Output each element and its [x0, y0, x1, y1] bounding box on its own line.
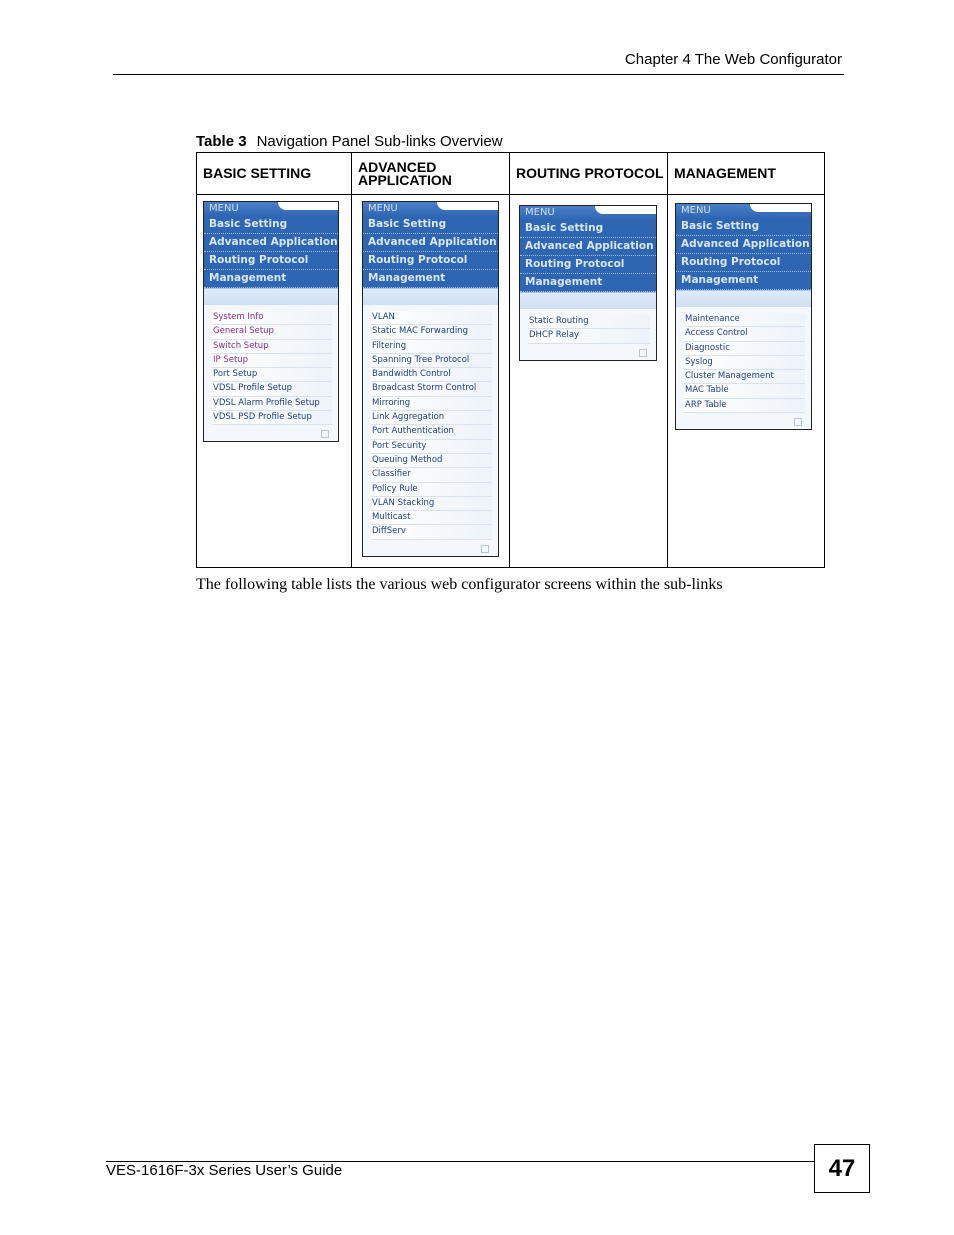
header-rule	[113, 74, 844, 75]
sub-link-access-control[interactable]: Access Control	[684, 327, 805, 341]
menu-item-advanced-application[interactable]: Advanced Application	[363, 234, 498, 252]
menu-footer	[676, 417, 811, 429]
resize-grip-icon	[794, 418, 802, 426]
resize-grip-icon	[639, 349, 647, 357]
menu-footer	[363, 544, 498, 556]
table-caption-text: Navigation Panel Sub-links Overview	[256, 133, 503, 150]
menu-divider	[520, 292, 656, 309]
menu-title	[520, 206, 656, 220]
menu-item-management[interactable]: Management	[363, 270, 498, 288]
menu-title-label: MENU	[209, 203, 239, 214]
sub-link-port-authentication[interactable]: Port Authentication	[371, 425, 492, 439]
sub-link-vdsl-psd-profile-setup[interactable]: VDSL PSD Profile Setup	[212, 411, 332, 425]
cell-advanced-application	[352, 195, 510, 568]
menu-item-management[interactable]: Management	[520, 274, 656, 292]
page-number: 47	[814, 1144, 870, 1193]
menu-item-advanced-application[interactable]: Advanced Application	[520, 238, 656, 256]
sub-link-arp-table[interactable]: ARP Table	[684, 399, 805, 413]
sub-link-switch-setup[interactable]: Switch Setup	[212, 340, 332, 354]
sub-link-vlan-stacking[interactable]: VLAN Stacking	[371, 497, 492, 511]
sub-link-diffserv[interactable]: DiffServ	[371, 525, 492, 539]
table-caption	[196, 133, 503, 150]
menu-header	[204, 202, 338, 288]
menu-header	[676, 204, 811, 290]
menu-header	[363, 202, 498, 288]
chapter-header: Chapter 4 The Web Configurator	[624, 51, 842, 68]
column-header-basic-setting: BASIC SETTING	[197, 153, 352, 195]
table-header-row	[197, 153, 825, 195]
menu-footer	[204, 429, 338, 441]
menu-title	[204, 202, 338, 216]
menu-item-advanced-application[interactable]: Advanced Application	[676, 236, 811, 254]
menu-panel-basic	[203, 201, 339, 442]
sub-link-list	[520, 309, 656, 348]
menu-panel-routing	[519, 205, 657, 361]
sub-link-classifier[interactable]: Classifier	[371, 468, 492, 482]
menu-panel-management	[675, 203, 812, 430]
menu-divider	[676, 290, 811, 307]
table-row	[197, 195, 825, 568]
sub-link-queuing-method[interactable]: Queuing Method	[371, 454, 492, 468]
menu-divider	[363, 288, 498, 305]
sub-link-link-aggregation[interactable]: Link Aggregation	[371, 411, 492, 425]
menu-tab-decoration	[750, 204, 811, 212]
sub-link-mirroring[interactable]: Mirroring	[371, 397, 492, 411]
menu-tab-decoration	[437, 202, 498, 210]
sub-link-static-routing[interactable]: Static Routing	[528, 315, 650, 329]
menu-item-routing-protocol[interactable]: Routing Protocol	[520, 256, 656, 274]
table-label: Table 3	[196, 133, 247, 150]
sub-link-cluster-management[interactable]: Cluster Management	[684, 370, 805, 384]
sub-link-list	[676, 307, 811, 417]
menu-item-management[interactable]: Management	[676, 272, 811, 290]
sub-link-vlan[interactable]: VLAN	[371, 311, 492, 325]
menu-item-advanced-application[interactable]: Advanced Application	[204, 234, 338, 252]
sub-link-ip-setup[interactable]: IP Setup	[212, 354, 332, 368]
column-header-routing-protocol: ROUTING PROTOCOL	[510, 153, 668, 195]
cell-management	[668, 195, 825, 568]
menu-item-basic-setting[interactable]: Basic Setting	[676, 218, 811, 236]
sub-link-mac-table[interactable]: MAC Table	[684, 384, 805, 398]
menu-item-management[interactable]: Management	[204, 270, 338, 288]
sub-link-list	[363, 305, 498, 544]
menu-panel-advanced	[362, 201, 499, 557]
menu-title-label: MENU	[368, 203, 398, 214]
sub-link-broadcast-storm-control[interactable]: Broadcast Storm Control	[371, 382, 492, 396]
menu-footer	[520, 348, 656, 360]
menu-title-label: MENU	[525, 207, 555, 218]
body-paragraph: The following table lists the various web configurator screens within the sub-links	[196, 576, 723, 593]
sub-link-port-security[interactable]: Port Security	[371, 440, 492, 454]
sub-link-list	[204, 305, 338, 429]
sub-link-bandwidth-control[interactable]: Bandwidth Control	[371, 368, 492, 382]
menu-title-label: MENU	[681, 205, 711, 216]
menu-title	[676, 204, 811, 218]
sub-link-filtering[interactable]: Filtering	[371, 340, 492, 354]
sub-link-dhcp-relay[interactable]: DHCP Relay	[528, 329, 650, 343]
column-header-management: MANAGEMENT	[668, 153, 825, 195]
cell-basic-setting	[197, 195, 352, 568]
menu-item-routing-protocol[interactable]: Routing Protocol	[676, 254, 811, 272]
sub-link-multicast[interactable]: Multicast	[371, 511, 492, 525]
column-header-advanced-application: ADVANCED APPLICATION	[352, 153, 510, 195]
menu-item-basic-setting[interactable]: Basic Setting	[520, 220, 656, 238]
sub-link-policy-rule[interactable]: Policy Rule	[371, 483, 492, 497]
sub-link-spanning-tree-protocol[interactable]: Spanning Tree Protocol	[371, 354, 492, 368]
sub-link-maintenance[interactable]: Maintenance	[684, 313, 805, 327]
sub-link-system-info[interactable]: System Info	[212, 311, 332, 325]
sub-link-vdsl-profile-setup[interactable]: VDSL Profile Setup	[212, 382, 332, 396]
sub-link-static-mac-forwarding[interactable]: Static MAC Forwarding	[371, 325, 492, 339]
menu-item-routing-protocol[interactable]: Routing Protocol	[204, 252, 338, 270]
menu-header	[520, 206, 656, 292]
menu-tab-decoration	[278, 202, 338, 210]
menu-item-basic-setting[interactable]: Basic Setting	[204, 216, 338, 234]
sub-link-port-setup[interactable]: Port Setup	[212, 368, 332, 382]
sub-link-vdsl-alarm-profile-setup[interactable]: VDSL Alarm Profile Setup	[212, 397, 332, 411]
menu-tab-decoration	[595, 206, 656, 214]
menu-item-basic-setting[interactable]: Basic Setting	[363, 216, 498, 234]
resize-grip-icon	[321, 430, 329, 438]
sub-link-diagnostic[interactable]: Diagnostic	[684, 342, 805, 356]
menu-title	[363, 202, 498, 216]
menu-divider	[204, 288, 338, 305]
navigation-sublinks-table	[196, 152, 825, 568]
resize-grip-icon	[481, 545, 489, 553]
sub-link-syslog[interactable]: Syslog	[684, 356, 805, 370]
footer-guide-title: VES-1616F-3x Series User’s Guide	[106, 1162, 343, 1179]
menu-item-routing-protocol[interactable]: Routing Protocol	[363, 252, 498, 270]
sub-link-general-setup[interactable]: General Setup	[212, 325, 332, 339]
cell-routing-protocol	[510, 195, 668, 568]
